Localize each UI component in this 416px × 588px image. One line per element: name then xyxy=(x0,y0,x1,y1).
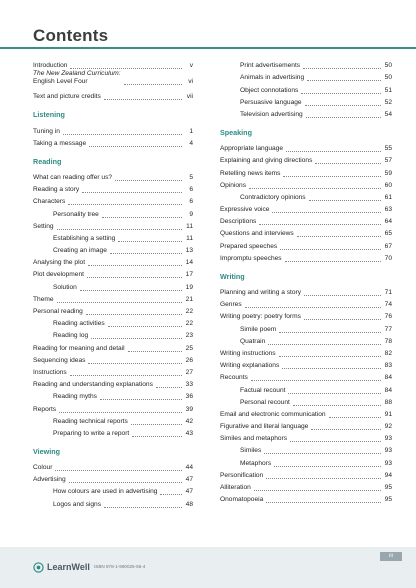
toc-entry[interactable] xyxy=(33,292,193,304)
toc-entry-title: Reading and understanding explanations xyxy=(33,381,153,389)
toc-entry-page: 1 xyxy=(189,127,193,135)
toc-entry-page: 92 xyxy=(384,423,392,431)
toc-entry-title: Genres xyxy=(220,301,242,309)
toc-entry-title: Persuasive language xyxy=(240,98,302,106)
toc-entry-page: 22 xyxy=(185,320,193,328)
section-heading: Writing xyxy=(220,271,245,281)
toc-entry-page: 13 xyxy=(185,247,193,255)
toc-entry-page: 93 xyxy=(384,435,392,443)
toc-entry-title: Prepared speeches xyxy=(220,242,278,250)
dot-leader xyxy=(82,191,182,193)
toc-entry-page: 61 xyxy=(384,193,392,201)
dot-leader xyxy=(156,386,182,388)
toc-entry-page: 22 xyxy=(185,308,193,315)
dot-leader xyxy=(132,435,182,437)
toc-subentry[interactable] xyxy=(33,279,193,291)
toc-entry-title: Introduction xyxy=(33,62,68,70)
toc-entry-title: Instructions xyxy=(33,368,67,376)
toc-subentry[interactable] xyxy=(220,321,392,333)
toc-entry-title: Taking a message xyxy=(33,139,87,147)
dot-leader xyxy=(115,179,182,181)
section-heading: Listening xyxy=(33,110,65,120)
toc-entry[interactable] xyxy=(33,365,193,377)
toc-entry-page: 94 xyxy=(384,471,392,479)
toc-subentry[interactable] xyxy=(220,190,392,202)
toc-entry-page: 9 xyxy=(189,210,193,218)
toc-entry-title: Preparing to write a report xyxy=(53,429,130,437)
dot-leader xyxy=(311,428,381,430)
toc-entry[interactable] xyxy=(220,407,392,419)
toc-entry[interactable] xyxy=(220,238,392,250)
toc-subentry[interactable] xyxy=(33,484,193,496)
toc-entry-title: Theme xyxy=(33,295,54,303)
toc-entry[interactable] xyxy=(33,267,193,279)
toc-entry-title: Figurative and literal language xyxy=(220,423,309,431)
title-rule xyxy=(0,47,416,49)
dot-leader xyxy=(80,289,182,291)
toc-entry-title: Advertising xyxy=(33,476,66,484)
dot-leader xyxy=(304,294,381,296)
dot-leader xyxy=(264,452,381,454)
toc-entry-title: Object connotations xyxy=(240,86,299,94)
toc-entry-title: Appropriate language xyxy=(220,145,284,153)
toc-entry-page: 74 xyxy=(384,301,392,309)
toc-entry-page: 84 xyxy=(384,374,392,382)
toc-entry[interactable] xyxy=(33,460,193,472)
toc-entry-title: Creating an image xyxy=(53,247,107,255)
toc-entry-title: Writing instructions xyxy=(220,349,276,357)
toc-subentry[interactable] xyxy=(33,389,193,401)
toc-entry[interactable] xyxy=(33,304,193,316)
toc-entry-page: 60 xyxy=(384,181,392,189)
toc-entry-page: 55 xyxy=(384,145,392,153)
toc-entry[interactable] xyxy=(33,219,193,231)
toc-entry-title: Analysing the plot xyxy=(33,259,86,267)
dot-leader xyxy=(118,240,182,242)
dot-leader xyxy=(283,175,381,177)
sections-left xyxy=(33,110,193,508)
toc-subentry[interactable] xyxy=(33,231,193,243)
toc-subentry[interactable] xyxy=(33,206,193,218)
toc-entry-page: 5 xyxy=(189,173,193,181)
toc-subentry[interactable] xyxy=(220,334,392,346)
toc-entry-page: 88 xyxy=(384,398,392,406)
toc-entry-title: Establishing a setting xyxy=(53,234,116,242)
toc-subentry[interactable] xyxy=(220,455,392,467)
toc-subentry[interactable] xyxy=(33,316,193,328)
toc-entry[interactable] xyxy=(33,123,193,135)
toc-subentry[interactable] xyxy=(220,107,392,119)
toc-entry-page: 93 xyxy=(384,459,392,467)
toc-entry-page: 84 xyxy=(384,386,392,394)
toc-entry[interactable] xyxy=(33,70,193,89)
dot-leader xyxy=(259,223,381,225)
toc-entry-title: Sequencing ideas xyxy=(33,356,86,364)
dot-leader xyxy=(293,404,381,406)
toc-entry-page: 42 xyxy=(185,417,193,425)
toc-entry-title: Simile poem xyxy=(240,325,277,333)
dot-leader xyxy=(272,211,381,213)
toc-entry-title-line1: The New Zealand Curriculum: xyxy=(33,70,121,78)
toc-entry-title: Animals in advertising xyxy=(240,74,305,82)
section-heading: Reading xyxy=(33,156,62,166)
toc-entry-page: 26 xyxy=(185,356,193,364)
dot-leader xyxy=(280,248,381,250)
toc-entry-page: 43 xyxy=(185,429,193,437)
toc-entry-title: Descriptions xyxy=(220,218,257,226)
toc-subentry[interactable] xyxy=(220,95,392,107)
toc-entry-page: 83 xyxy=(384,362,392,370)
toc-entry-title: Setting xyxy=(33,222,54,230)
section-heading: Viewing xyxy=(33,446,61,456)
toc-subentry[interactable] xyxy=(220,58,392,70)
toc-entry-title: What can reading offer us? xyxy=(33,173,113,181)
toc-entry-page: 95 xyxy=(384,496,392,504)
toc-entry[interactable] xyxy=(220,251,392,263)
dot-leader xyxy=(55,469,182,471)
toc-entry-page: 6 xyxy=(189,198,193,206)
toc-entry-page: 17 xyxy=(185,271,193,279)
toc-entry-page: vi xyxy=(188,78,193,86)
toc-entry-page: 71 xyxy=(384,289,392,296)
toc-entry-title: Logos and signs xyxy=(53,500,102,508)
dot-leader xyxy=(309,199,381,201)
toc-entry-page: 6 xyxy=(189,186,193,194)
dot-leader xyxy=(124,83,182,85)
toc-entry-title: Personification xyxy=(220,471,264,479)
toc-entry[interactable] xyxy=(220,431,392,443)
dot-leader xyxy=(100,398,182,400)
dot-leader xyxy=(57,301,182,303)
dot-leader xyxy=(89,145,182,147)
toc-entry[interactable] xyxy=(220,419,392,431)
dot-leader xyxy=(303,67,381,69)
toc-entry-page: 76 xyxy=(384,313,392,321)
footer-isbn: ISBN 978-1-990025-65-4 xyxy=(94,564,146,569)
toc-entry-page: 48 xyxy=(185,500,193,508)
toc-entry[interactable] xyxy=(33,136,193,148)
toc-subentry[interactable] xyxy=(220,395,392,407)
toc-entry-page: 21 xyxy=(185,295,193,303)
toc-entry-title: Plot development xyxy=(33,271,84,279)
toc-entry-title: Personality tree xyxy=(53,210,99,218)
dot-leader xyxy=(306,116,381,118)
toc-entry-title: Retelling news items xyxy=(220,169,281,177)
toc-entry-title: Personal recount xyxy=(240,398,290,406)
dot-leader xyxy=(88,362,182,364)
toc-entry-page: 51 xyxy=(384,86,392,94)
dot-leader xyxy=(245,306,381,308)
toc-entry-title: Personal reading xyxy=(33,308,83,315)
toc-entry[interactable] xyxy=(220,226,392,238)
dot-leader xyxy=(87,276,182,278)
toc-subentry[interactable] xyxy=(220,70,392,82)
toc-subentry[interactable] xyxy=(220,82,392,94)
toc-entry-page: 65 xyxy=(384,230,392,238)
toc-entry[interactable] xyxy=(220,297,392,309)
toc-entry-page: 4 xyxy=(189,139,193,147)
toc-entry-page: 52 xyxy=(384,98,392,106)
toc-entry[interactable] xyxy=(220,178,392,190)
toc-entry-page: 25 xyxy=(185,344,193,352)
toc-entry-title: How colours are used in advertising xyxy=(53,488,158,496)
dot-leader xyxy=(301,92,381,94)
dot-leader xyxy=(305,104,381,106)
dot-leader xyxy=(104,98,182,100)
toc-entry[interactable] xyxy=(220,480,392,492)
toc-entry-title: Solution xyxy=(53,283,77,291)
toc-entry[interactable] xyxy=(220,370,392,382)
toc-entry-page: 33 xyxy=(185,381,193,389)
toc-entry[interactable] xyxy=(33,194,193,206)
toc-entry[interactable] xyxy=(220,468,392,480)
dot-leader xyxy=(57,228,182,230)
toc-entry-title: Reading log xyxy=(53,332,89,340)
toc-entry[interactable] xyxy=(33,377,193,389)
toc-entry-page: 44 xyxy=(185,464,193,472)
footer-brand: LearnWell xyxy=(47,562,90,572)
toc-entry-title: Reading activities xyxy=(53,320,105,328)
continued-entries xyxy=(220,58,392,119)
dot-leader xyxy=(286,150,381,152)
dot-leader xyxy=(108,325,182,327)
toc-entry-title: Expressive voice xyxy=(220,206,270,214)
toc-entry-page: vii xyxy=(186,93,193,101)
dot-leader xyxy=(249,187,381,189)
toc-entry-page: 11 xyxy=(186,222,193,230)
toc-subentry[interactable] xyxy=(33,496,193,508)
toc-entry-page: 14 xyxy=(185,259,193,267)
toc-entry-title: Reading myths xyxy=(53,393,97,401)
learnwell-logo-icon xyxy=(33,562,44,573)
dot-leader xyxy=(266,477,381,479)
toc-entry-title: Planning and writing a story xyxy=(220,289,302,296)
toc-entry-page: 19 xyxy=(185,283,193,291)
toc-entry[interactable] xyxy=(33,401,193,413)
toc-entry-title: Reading for meaning and detail xyxy=(33,344,125,352)
dot-leader xyxy=(128,350,182,352)
toc-subentry[interactable] xyxy=(33,414,193,426)
toc-entry-page: 70 xyxy=(384,254,392,262)
toc-subentry[interactable] xyxy=(33,328,193,340)
dot-leader xyxy=(102,216,182,218)
toc-entry[interactable] xyxy=(220,309,392,321)
toc-entry-title: Quatrain xyxy=(240,337,266,345)
toc-entry-title: Reading a story xyxy=(33,186,80,194)
dot-leader xyxy=(282,367,381,369)
toc-entry-title: Impromptu speeches xyxy=(220,254,282,262)
dot-leader xyxy=(251,379,381,381)
dot-leader xyxy=(279,331,381,333)
toc-entry-title xyxy=(33,70,121,86)
toc-entry-page: 67 xyxy=(384,242,392,250)
toc-entry-title: Television advertising xyxy=(240,110,303,118)
dot-leader xyxy=(110,252,182,254)
toc-entry-title: Explaining and giving directions xyxy=(220,157,313,165)
toc-entry-page: 47 xyxy=(185,476,193,484)
toc-entry[interactable] xyxy=(220,165,392,177)
toc-entry-page: 59 xyxy=(384,169,392,177)
dot-leader xyxy=(69,481,182,483)
toc-entry-title: Reading technical reports xyxy=(53,417,128,425)
toc-entry[interactable] xyxy=(33,182,193,194)
toc-entry-page: 64 xyxy=(384,218,392,226)
toc-entry-title: Contradictory opinions xyxy=(240,193,306,201)
toc-entry[interactable] xyxy=(33,353,193,365)
dot-leader xyxy=(329,416,381,418)
toc-entry-page: 11 xyxy=(186,234,193,242)
toc-entry-title: Questions and interviews xyxy=(220,230,294,238)
dot-leader xyxy=(70,374,182,376)
toc-entry-title: Writing explanations xyxy=(220,362,280,370)
toc-entry-page: 54 xyxy=(384,110,392,118)
toc-entry[interactable] xyxy=(220,358,392,370)
toc-entry[interactable] xyxy=(220,492,392,504)
toc-entry-title: Alliteration xyxy=(220,484,251,491)
dot-leader xyxy=(88,264,182,266)
dot-leader xyxy=(288,392,381,394)
toc-entry-title: Tuning in xyxy=(33,127,60,135)
toc-entry-title: Writing poetry: poetry forms xyxy=(220,313,301,321)
dot-leader xyxy=(131,423,182,425)
toc-entry-page: 95 xyxy=(384,484,392,491)
toc-entry-page: 50 xyxy=(384,74,392,82)
toc-entry-page: 50 xyxy=(384,62,392,70)
toc-entry-title: Onomatopoeia xyxy=(220,496,264,504)
toc-entry-page: 57 xyxy=(384,157,392,165)
toc-entry-page: 82 xyxy=(384,349,392,357)
dot-leader xyxy=(63,133,182,135)
dot-leader xyxy=(297,235,381,237)
toc-entry[interactable] xyxy=(33,58,193,70)
toc-entry-title-line2: English Level Four xyxy=(33,78,88,86)
toc-entry[interactable] xyxy=(33,472,193,484)
toc-entry-title: Metaphors xyxy=(240,459,272,467)
toc-subentry[interactable] xyxy=(220,443,392,455)
toc-entry-page: 77 xyxy=(384,325,392,333)
contents-column-left xyxy=(33,58,193,509)
toc-entry-page: v xyxy=(189,62,193,70)
dot-leader xyxy=(59,411,182,413)
dot-leader xyxy=(160,493,182,495)
dot-leader xyxy=(70,67,182,69)
dot-leader xyxy=(254,489,381,491)
toc-entry-title: Opinions xyxy=(220,181,247,189)
dot-leader xyxy=(86,313,182,315)
toc-entry-title: Factual recount xyxy=(240,386,286,394)
section-heading: Speaking xyxy=(220,127,252,137)
toc-entry-page: 63 xyxy=(384,206,392,214)
toc-subentry[interactable] xyxy=(33,243,193,255)
toc-subentry[interactable] xyxy=(220,382,392,394)
contents-column-right xyxy=(220,58,392,504)
toc-entry-page: 23 xyxy=(185,332,193,340)
toc-entry-page: 39 xyxy=(185,405,193,413)
toc-entry-page: 93 xyxy=(384,447,392,455)
dot-leader xyxy=(279,355,381,357)
toc-entry-title: Characters xyxy=(33,198,66,206)
toc-subentry[interactable] xyxy=(33,426,193,438)
dot-leader xyxy=(274,465,381,467)
dot-leader xyxy=(104,506,182,508)
footer xyxy=(0,547,416,588)
toc-entry-page: 36 xyxy=(185,393,193,401)
toc-entry-page: 91 xyxy=(384,410,392,418)
toc-entry[interactable] xyxy=(220,285,392,297)
dot-leader xyxy=(68,203,182,205)
dot-leader xyxy=(266,501,381,503)
toc-entry[interactable] xyxy=(220,202,392,214)
dot-leader xyxy=(91,337,182,339)
toc-entry[interactable] xyxy=(220,153,392,165)
toc-entry-title: Similes and metaphors xyxy=(220,435,288,443)
toc-entry[interactable] xyxy=(220,141,392,153)
toc-entry-title: Email and electronic communication xyxy=(220,410,326,418)
toc-entry[interactable] xyxy=(33,89,193,101)
toc-entry-title: Recounts xyxy=(220,374,248,382)
page-title: Contents xyxy=(33,26,109,45)
toc-entry-page: 27 xyxy=(185,368,193,376)
toc-entry-title: Colour xyxy=(33,464,53,472)
dot-leader xyxy=(307,79,381,81)
sections-right xyxy=(220,128,392,504)
toc-entry[interactable] xyxy=(33,255,193,267)
toc-entry-title: Similes xyxy=(240,447,262,455)
toc-entry[interactable] xyxy=(33,340,193,352)
toc-entry-title: Text and picture credits xyxy=(33,93,101,101)
toc-entry[interactable] xyxy=(33,170,193,182)
dot-leader xyxy=(290,440,381,442)
toc-entry-page: 78 xyxy=(384,337,392,345)
dot-leader xyxy=(304,318,381,320)
toc-entry[interactable] xyxy=(220,214,392,226)
dot-leader xyxy=(268,343,381,345)
toc-entry-page: 47 xyxy=(185,488,193,496)
dot-leader xyxy=(315,162,381,164)
toc-entry-title: Print advertisements xyxy=(240,62,301,70)
toc-entry-title: Reports xyxy=(33,405,57,413)
page-number-badge: iii xyxy=(380,552,402,561)
toc-entry[interactable] xyxy=(220,346,392,358)
dot-leader xyxy=(285,260,381,262)
